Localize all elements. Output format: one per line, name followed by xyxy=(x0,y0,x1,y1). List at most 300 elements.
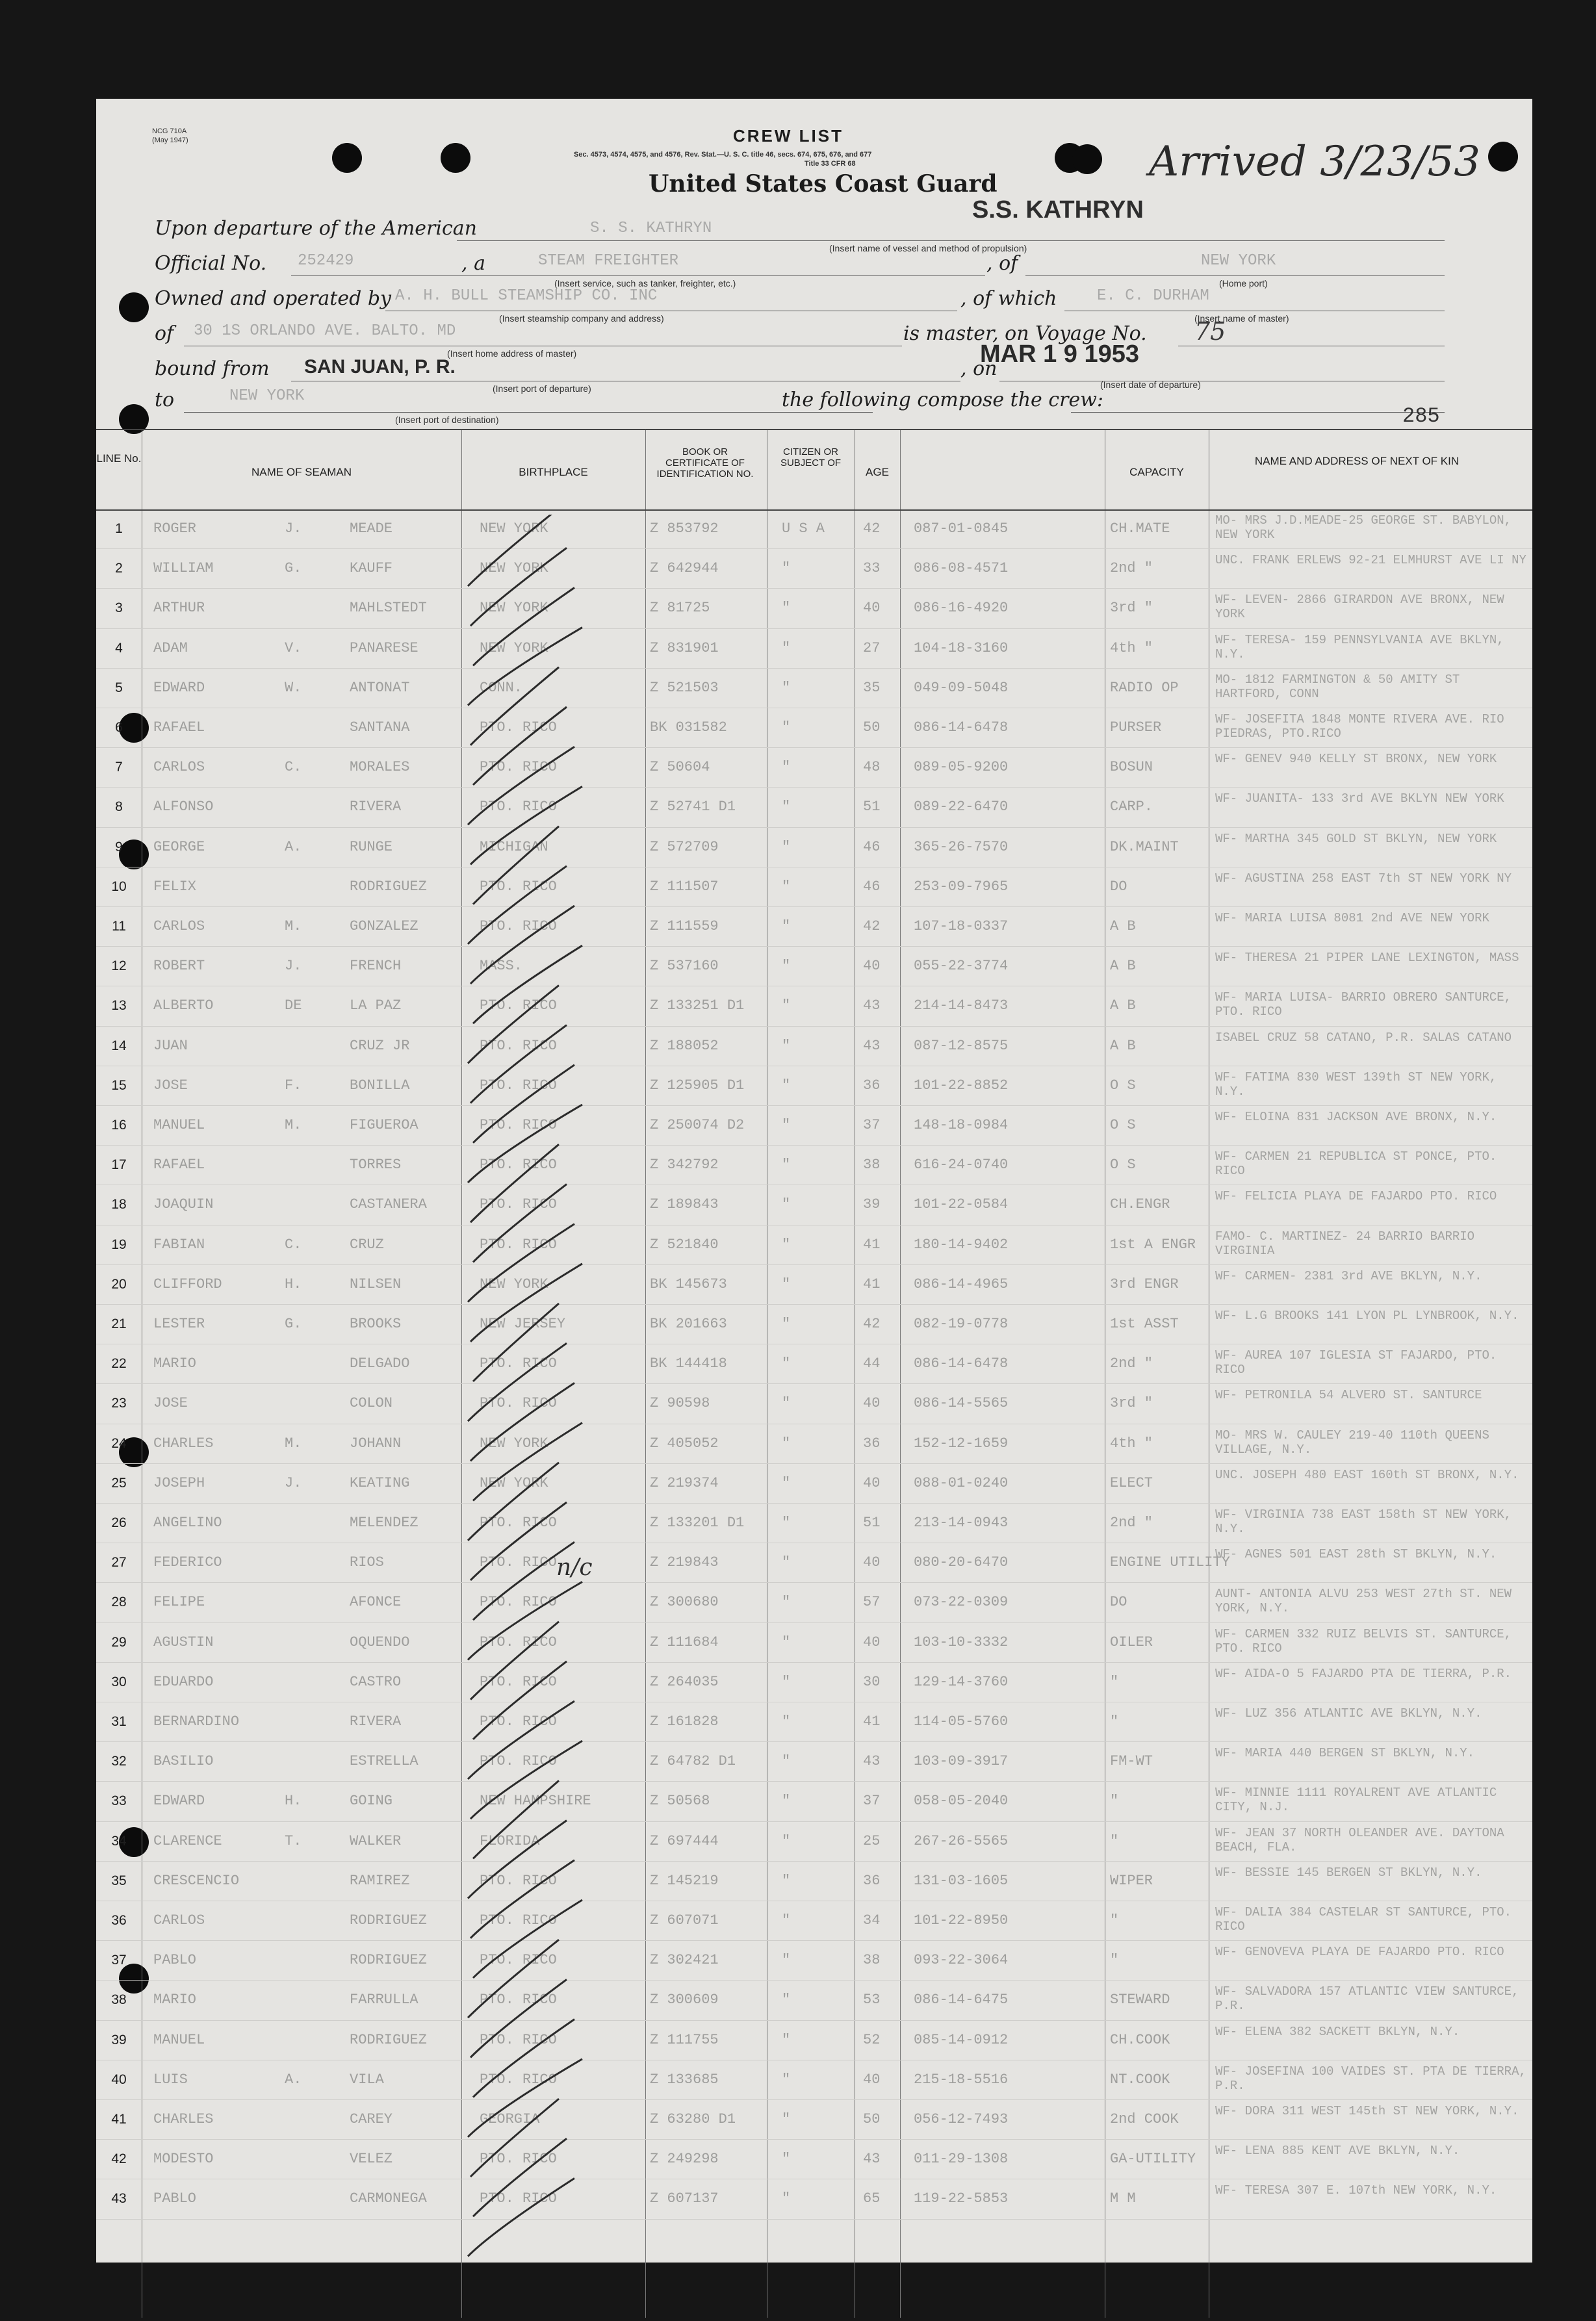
seaman-last-name: OQUENDO xyxy=(350,1634,410,1650)
age: 51 xyxy=(863,799,881,815)
label-upon-departure: Upon departure of the American xyxy=(155,217,477,240)
seaman-last-name: KAUFF xyxy=(350,560,393,577)
identification-number: 148-18-0984 xyxy=(914,1117,1009,1133)
next-of-kin: MO- MRS W. CAULEY 219-40 110th QUEENS VILLAGE, N.Y. xyxy=(1215,1428,1489,1457)
age: 46 xyxy=(863,838,881,855)
identification-number: 101-22-0584 xyxy=(914,1196,1009,1213)
certificate-number: BK 031582 xyxy=(650,719,727,736)
certificate-number: BK 201663 xyxy=(650,1316,727,1332)
destination-value: NEW YORK xyxy=(229,387,305,405)
age: 57 xyxy=(863,1594,881,1611)
label-of-2: of xyxy=(155,322,174,345)
capacity: " xyxy=(1110,1832,1119,1849)
seaman-last-name: RODRIGUEZ xyxy=(350,1952,427,1969)
citizenship: " xyxy=(782,1236,791,1253)
citizenship: " xyxy=(782,1832,791,1849)
row-line-number: 33 xyxy=(111,1793,127,1809)
identification-number: 087-01-0845 xyxy=(914,520,1009,537)
age: 37 xyxy=(863,1793,881,1810)
row-line-number: 14 xyxy=(111,1038,127,1053)
statute-text-2: Title 33 CFR 68 xyxy=(804,160,856,168)
next-of-kin: WF- JUANITA- 133 3rd AVE BKLYN NEW YORK xyxy=(1215,791,1504,806)
certificate-number: Z 342792 xyxy=(650,1157,719,1173)
owner-value: A. H. BULL STEAMSHIP CO. INC xyxy=(395,287,658,305)
capacity: A B xyxy=(1110,918,1136,934)
identification-number: 089-05-9200 xyxy=(914,759,1009,776)
table-row xyxy=(96,1344,1532,1384)
citizenship: " xyxy=(782,1117,791,1133)
citizenship: " xyxy=(782,1952,791,1969)
label-following: the following compose the crew: xyxy=(782,389,1104,411)
next-of-kin: WF- MARIA LUISA 8081 2nd AVE NEW YORK xyxy=(1215,911,1489,925)
birthplace: PTO. RICO xyxy=(480,878,557,895)
label-bound-from: bound from xyxy=(155,357,270,380)
seaman-first-name: ALFONSO xyxy=(153,799,214,815)
next-of-kin: FAMO- C. MARTINEZ- 24 BARRIO BARRIO VIRGINIA xyxy=(1215,1229,1475,1258)
table-row xyxy=(96,1424,1532,1464)
seaman-first-name: MODESTO xyxy=(153,2151,214,2168)
identification-number: 267-26-5565 xyxy=(914,1832,1009,1849)
identification-number: 129-14-3760 xyxy=(914,1673,1009,1690)
hint-departure-date: (Insert date of departure) xyxy=(1100,379,1201,390)
certificate-number: Z 50604 xyxy=(650,759,710,776)
table-row xyxy=(96,1543,1532,1583)
age: 41 xyxy=(863,1276,881,1292)
seaman-first-name: CLIFFORD xyxy=(153,1276,222,1292)
identification-number: 101-22-8950 xyxy=(914,1912,1009,1929)
table-row xyxy=(96,1185,1532,1225)
seaman-last-name: WALKER xyxy=(350,1832,402,1849)
next-of-kin: WF- DALIA 384 CASTELAR ST SANTURCE, PTO. RICO xyxy=(1215,1905,1512,1934)
row-line-number: 15 xyxy=(111,1077,127,1093)
capacity: O S xyxy=(1110,1077,1136,1094)
form-title: CREW LIST xyxy=(733,126,843,146)
table-row xyxy=(96,907,1532,947)
citizenship: " xyxy=(782,799,791,815)
seaman-last-name: RAMIREZ xyxy=(350,1872,410,1889)
next-of-kin: WF- CARMEN- 2381 3rd AVE BKLYN, N.Y. xyxy=(1215,1268,1482,1283)
seaman-last-name: RODRIGUEZ xyxy=(350,878,427,895)
next-of-kin: WF- ELOINA 831 JACKSON AVE BRONX, N.Y. xyxy=(1215,1110,1497,1124)
seaman-first-name: CRESCENCIO xyxy=(153,1872,240,1889)
row-line-number: 12 xyxy=(111,958,127,974)
seaman-last-name: DELGADO xyxy=(350,1355,410,1372)
check-mark xyxy=(473,587,574,665)
citizenship: " xyxy=(782,560,791,577)
next-of-kin: WF- AIDA-O 5 FAJARDO PTA DE TIERRA, P.R. xyxy=(1215,1666,1512,1681)
table-row xyxy=(96,1782,1532,1821)
identification-number: 056-12-7493 xyxy=(914,2111,1009,2127)
next-of-kin: WF- JOSEFITA 1848 MONTE RIVERA AVE. RIO PIEDRAS, PTO.RICO xyxy=(1215,712,1504,741)
seaman-first-name: PABLO xyxy=(153,2190,197,2207)
seaman-last-name: JOHANN xyxy=(350,1435,402,1452)
header-citizen: CITIZEN OR SUBJECT OF xyxy=(780,446,842,468)
check-mark xyxy=(468,1701,574,1779)
seaman-middle-initial: G. xyxy=(285,560,302,577)
citizenship: " xyxy=(782,1435,791,1452)
seaman-last-name: FARRULLA xyxy=(350,1992,418,2008)
capacity: BOSUN xyxy=(1110,759,1153,776)
age: 43 xyxy=(863,1037,881,1054)
birthplace: PTO. RICO xyxy=(480,1157,557,1173)
age: 42 xyxy=(863,918,881,934)
birthplace: PTO. RICO xyxy=(480,1594,557,1611)
capacity: FM-WT xyxy=(1110,1753,1153,1770)
capacity: O S xyxy=(1110,1157,1136,1173)
table-row xyxy=(96,1623,1532,1663)
seaman-last-name: RIVERA xyxy=(350,799,402,815)
identification-number: 180-14-9402 xyxy=(914,1236,1009,1253)
row-line-number: 22 xyxy=(111,1356,127,1372)
label-official-no: Official No. xyxy=(155,252,267,275)
birthplace: NEW YORK xyxy=(480,1276,548,1292)
age: 53 xyxy=(863,1992,881,2008)
table-row xyxy=(96,748,1532,788)
table-row xyxy=(96,947,1532,986)
next-of-kin: WF- L.G BROOKS 141 LYON PL LYNBROOK, N.Y. xyxy=(1215,1309,1519,1323)
age: 40 xyxy=(863,1395,881,1412)
table-row xyxy=(96,867,1532,907)
check-mark xyxy=(470,1741,582,1819)
capacity: A B xyxy=(1110,958,1136,975)
seaman-last-name: COLON xyxy=(350,1395,393,1412)
table-row xyxy=(96,1663,1532,1702)
age: 40 xyxy=(863,1634,881,1650)
identification-number: 085-14-0912 xyxy=(914,2031,1009,2048)
age: 65 xyxy=(863,2190,881,2207)
check-mark xyxy=(468,1105,582,1183)
citizenship: " xyxy=(782,1196,791,1213)
certificate-number: Z 125905 D1 xyxy=(650,1077,745,1094)
citizenship: " xyxy=(782,1992,791,2008)
next-of-kin: WF- MARIA 440 BERGEN ST BKLYN, N.Y. xyxy=(1215,1746,1475,1761)
citizenship: " xyxy=(782,600,791,617)
seaman-last-name: GOING xyxy=(350,1793,393,1810)
age: 35 xyxy=(863,679,881,696)
birthplace: NEW HAMPSHIRE xyxy=(480,1793,591,1810)
next-of-kin: WF- FATIMA 830 WEST 139th ST NEW YORK, N.Y. xyxy=(1215,1070,1497,1099)
birthplace: PTO. RICO xyxy=(480,1037,557,1054)
seaman-middle-initial: W. xyxy=(285,679,302,696)
seaman-middle-initial: F. xyxy=(285,1077,302,1094)
check-mark xyxy=(470,906,574,984)
table-row xyxy=(96,788,1532,827)
check-mark xyxy=(468,866,567,944)
next-of-kin: WF- ELENA 382 SACKETT BKLYN, N.Y. xyxy=(1215,2024,1460,2039)
seaman-first-name: ROBERT xyxy=(153,958,205,975)
identification-number: 086-14-5565 xyxy=(914,1395,1009,1412)
seaman-last-name: TORRES xyxy=(350,1157,402,1173)
seaman-first-name: RAFAEL xyxy=(153,1157,205,1173)
citizenship: " xyxy=(782,1673,791,1690)
birthplace: PTO. RICO xyxy=(480,1673,557,1690)
capacity: " xyxy=(1110,1673,1119,1690)
age: 38 xyxy=(863,1952,881,1969)
next-of-kin: WF- BESSIE 145 BERGEN ST BKLYN, N.Y. xyxy=(1215,1865,1482,1880)
table-row xyxy=(96,1504,1532,1543)
row-line-number: 24 xyxy=(111,1435,127,1451)
citizenship: " xyxy=(782,1872,791,1889)
citizenship: " xyxy=(782,2071,791,2088)
identification-number: 049-09-5048 xyxy=(914,679,1009,696)
seaman-middle-initial: V. xyxy=(285,639,302,656)
age: 40 xyxy=(863,2071,881,2088)
citizenship: " xyxy=(782,1157,791,1173)
seaman-first-name: CARLOS xyxy=(153,759,205,776)
table-row xyxy=(96,1027,1532,1066)
row-line-number: 19 xyxy=(111,1237,127,1252)
label-to: to xyxy=(155,389,175,411)
table-row xyxy=(96,1225,1532,1265)
check-mark xyxy=(473,1661,567,1739)
label-of: , of xyxy=(986,252,1018,275)
header-kin: NAME AND ADDRESS OF NEXT OF KIN xyxy=(1254,455,1460,467)
seaman-last-name: RODRIGUEZ xyxy=(350,2031,427,2048)
label-owned: Owned and operated by xyxy=(155,287,391,310)
citizenship: " xyxy=(782,1912,791,1929)
seaman-middle-initial: G. xyxy=(285,1316,302,1332)
seaman-middle-initial: J. xyxy=(285,1474,302,1491)
seaman-first-name: CLARENCE xyxy=(153,1832,222,1849)
table-row xyxy=(96,1146,1532,1185)
arrival-annotation: Arrived 3/23/53 xyxy=(1149,138,1480,186)
seaman-first-name: JUAN xyxy=(153,1037,188,1054)
seaman-last-name: RUNGE xyxy=(350,838,393,855)
age: 37 xyxy=(863,1117,881,1133)
check-mark xyxy=(468,2059,582,2137)
label-on: , on xyxy=(960,357,997,380)
citizenship: U S A xyxy=(782,520,825,537)
header-line-no: LINE No. xyxy=(96,452,142,465)
seaman-first-name: EDWARD xyxy=(153,679,205,696)
certificate-number: Z 133201 D1 xyxy=(650,1515,745,1531)
age: 40 xyxy=(863,958,881,975)
punch-hole xyxy=(441,143,470,173)
certificate-number: BK 144418 xyxy=(650,1355,727,1372)
row-line-number: 5 xyxy=(115,680,123,695)
seaman-last-name: MEADE xyxy=(350,520,393,537)
seaman-last-name: GONZALEZ xyxy=(350,918,418,934)
table-row xyxy=(96,1822,1532,1862)
seaman-first-name: BASILIO xyxy=(153,1753,214,1770)
identification-number: 086-16-4920 xyxy=(914,600,1009,617)
header-age: AGE xyxy=(866,466,889,478)
age: 40 xyxy=(863,600,881,617)
row-line-number: 31 xyxy=(111,1714,127,1729)
next-of-kin: UNC. JOSEPH 480 EAST 160th ST BRONX, N.Y. xyxy=(1215,1467,1519,1482)
next-of-kin: WF- TERESA- 159 PENNSYLVANIA AVE BKLYN, N.Y. xyxy=(1215,632,1504,661)
certificate-number: Z 64782 D1 xyxy=(650,1753,736,1770)
table-row xyxy=(96,1901,1532,1941)
certificate-number: Z 853792 xyxy=(650,520,719,537)
seaman-first-name: PABLO xyxy=(153,1952,197,1969)
birthplace: PTO. RICO xyxy=(480,1117,557,1133)
seaman-last-name: BROOKS xyxy=(350,1316,402,1332)
row-line-number: 1 xyxy=(115,521,123,536)
check-mark xyxy=(473,2020,574,2097)
check-marks xyxy=(461,515,650,2321)
check-mark xyxy=(473,1303,559,1381)
identification-number: 086-14-6475 xyxy=(914,1992,1009,2008)
capacity: DO xyxy=(1110,878,1127,895)
capacity: " xyxy=(1110,1912,1119,1929)
check-mark xyxy=(473,1184,567,1262)
birthplace: CONN. xyxy=(480,679,523,696)
table-row xyxy=(96,1464,1532,1504)
seaman-last-name: ANTONAT xyxy=(350,679,410,696)
seaman-first-name: MARIO xyxy=(153,1992,197,2008)
birthplace: PTO. RICO xyxy=(480,1912,557,1929)
seaman-last-name: CASTANERA xyxy=(350,1196,427,1213)
table-row xyxy=(96,1305,1532,1344)
seaman-middle-initial: A. xyxy=(285,838,302,855)
birthplace: NEW YORK xyxy=(480,639,548,656)
check-mark xyxy=(470,1144,559,1222)
table-row xyxy=(96,2140,1532,2179)
departure-date-value: MAR 1 9 1953 xyxy=(980,340,1140,368)
capacity: 3rd " xyxy=(1110,600,1153,617)
next-of-kin: WF- THERESA 21 PIPER LANE LEXINGTON, MASS xyxy=(1215,951,1519,966)
check-mark xyxy=(470,1264,582,1342)
age: 34 xyxy=(863,1912,881,1929)
seaman-middle-initial: J. xyxy=(285,520,302,537)
birthplace: PTO. RICO xyxy=(480,2031,557,2048)
citizenship: " xyxy=(782,1515,791,1531)
header-birthplace: BIRTHPLACE xyxy=(519,466,588,478)
age: 41 xyxy=(863,1236,881,1253)
next-of-kin: WF- GENEV 940 KELLY ST BRONX, NEW YORK xyxy=(1215,752,1497,767)
age: 33 xyxy=(863,560,881,577)
certificate-number: Z 145219 xyxy=(650,1872,719,1889)
birthplace: PTO. RICO xyxy=(480,1236,557,1253)
capacity: 3rd " xyxy=(1110,1395,1153,1412)
next-of-kin: WF- SALVADORA 157 ATLANTIC VIEW SANTURCE, P.R. xyxy=(1215,1984,1519,2014)
table-row xyxy=(96,1384,1532,1424)
birthplace: NEW JERSEY xyxy=(480,1316,566,1332)
capacity: 2nd " xyxy=(1110,560,1153,577)
next-of-kin: WF- JOSEFINA 100 VAIDES ST. PTA DE TIERRA, P.R. xyxy=(1215,2064,1526,2093)
master-value: E. C. DURHAM xyxy=(1097,287,1209,305)
seaman-first-name: LESTER xyxy=(153,1316,205,1332)
seaman-first-name: CHARLES xyxy=(153,1435,214,1452)
certificate-number: Z 521503 xyxy=(650,679,719,696)
row-line-number: 36 xyxy=(111,1913,127,1928)
citizenship: " xyxy=(782,1554,791,1571)
birthplace: PTO. RICO xyxy=(480,918,557,934)
citizenship: " xyxy=(782,1037,791,1054)
next-of-kin: WF- LEVEN- 2866 GIRARDON AVE BRONX, NEW YORK xyxy=(1215,593,1504,622)
birthplace: PTO. RICO xyxy=(480,759,557,776)
birthplace: PTO. RICO xyxy=(480,2151,557,2168)
citizenship: " xyxy=(782,719,791,736)
check-mark xyxy=(470,786,582,864)
age: 44 xyxy=(863,1355,881,1372)
identification-number: 114-05-5760 xyxy=(914,1713,1009,1730)
check-mark xyxy=(470,1025,567,1103)
seaman-middle-initial: H. xyxy=(285,1276,302,1292)
seaman-first-name: WILLIAM xyxy=(153,560,214,577)
birthplace: NEW YORK xyxy=(480,600,548,617)
capacity: OILER xyxy=(1110,1634,1153,1650)
certificate-number: Z 133251 D1 xyxy=(650,997,745,1014)
certificate-number: Z 81725 xyxy=(650,600,710,617)
vessel-stamp: S.S. KATHRYN xyxy=(972,196,1144,224)
birthplace: PTO. RICO xyxy=(480,1395,557,1412)
seaman-first-name: RAFAEL xyxy=(153,719,205,736)
identification-number: 073-22-0309 xyxy=(914,1594,1009,1611)
row-line-number: 38 xyxy=(111,1992,127,2008)
header-capacity: CAPACITY xyxy=(1129,466,1184,478)
next-of-kin: WF- FELICIA PLAYA DE FAJARDO PTO. RICO xyxy=(1215,1189,1497,1204)
age: 41 xyxy=(863,1713,881,1730)
citizenship: " xyxy=(782,1594,791,1611)
identification-number: 086-14-6478 xyxy=(914,1355,1009,1372)
seaman-last-name: RIOS xyxy=(350,1554,384,1571)
citizenship: " xyxy=(782,997,791,1014)
identification-number: 119-22-5853 xyxy=(914,2190,1009,2207)
seaman-first-name: ADAM xyxy=(153,639,188,656)
table-row xyxy=(96,589,1532,628)
identification-number: 086-14-4965 xyxy=(914,1276,1009,1292)
birthplace: PTO. RICO xyxy=(480,1196,557,1213)
identification-number: 131-03-1605 xyxy=(914,1872,1009,1889)
birthplace: NEW YORK xyxy=(480,1474,548,1491)
capacity: PURSER xyxy=(1110,719,1162,736)
citizenship: " xyxy=(782,1276,791,1292)
capacity: " xyxy=(1110,1952,1119,1969)
next-of-kin: WF- LUZ 356 ATLANTIC AVE BKLYN, N.Y. xyxy=(1215,1706,1482,1721)
row-line-number: 39 xyxy=(111,2032,127,2047)
capacity: 1st ASST xyxy=(1110,1316,1179,1332)
next-of-kin: WF- PETRONILA 54 ALVERO ST. SANTURCE xyxy=(1215,1388,1482,1403)
table-row xyxy=(96,2060,1532,2100)
next-of-kin: WF- CARMEN 21 REPUBLICA ST PONCE, PTO. RICO xyxy=(1215,1149,1497,1179)
next-of-kin: WF- JEAN 37 NORTH OLEANDER AVE. DAYTONA BEACH, FLA. xyxy=(1215,1825,1504,1854)
check-mark xyxy=(468,1463,559,1541)
citizenship: " xyxy=(782,958,791,975)
certificate-number: Z 219374 xyxy=(650,1474,719,1491)
birthplace: PTO. RICO xyxy=(480,997,557,1014)
check-mark xyxy=(473,707,567,785)
seaman-last-name: AFONCE xyxy=(350,1594,402,1611)
seaman-middle-initial: C. xyxy=(285,759,302,776)
next-of-kin: WF- DORA 311 WEST 145th ST NEW YORK, N.Y. xyxy=(1215,2104,1519,2118)
capacity: 3rd ENGR xyxy=(1110,1276,1179,1292)
birthplace: PTO. RICO xyxy=(480,799,557,815)
age: 42 xyxy=(863,1316,881,1332)
next-of-kin: WF- CARMEN 332 RUIZ BELVIS ST. SANTURCE, PTO. RICO xyxy=(1215,1626,1512,1656)
capacity: STEWARD xyxy=(1110,1992,1170,2008)
certificate-number: Z 219843 xyxy=(650,1554,719,1571)
next-of-kin: WF- AGNES 501 EAST 28th ST BKLYN, N.Y. xyxy=(1215,1547,1497,1562)
seaman-first-name: BERNARDINO xyxy=(153,1713,240,1730)
seaman-first-name: ARTHUR xyxy=(153,600,205,617)
master-address-value: 30 1S ORLANDO AVE. BALTO. MD xyxy=(194,322,456,340)
seaman-middle-initial: A. xyxy=(285,2071,302,2088)
row-line-number: 10 xyxy=(111,878,127,894)
punch-hole xyxy=(119,292,149,322)
age: 52 xyxy=(863,2031,881,2048)
certificate-number: Z 302421 xyxy=(650,1952,719,1969)
row-line-number: 9 xyxy=(115,839,123,854)
certificate-number: Z 52741 D1 xyxy=(650,799,736,815)
check-mark xyxy=(470,667,559,745)
seaman-first-name: GEORGE xyxy=(153,838,205,855)
check-mark xyxy=(468,515,559,586)
seaman-first-name: FABIAN xyxy=(153,1236,205,1253)
hint-master: (Insert name of master) xyxy=(1194,313,1289,324)
capacity: 4th " xyxy=(1110,639,1153,656)
